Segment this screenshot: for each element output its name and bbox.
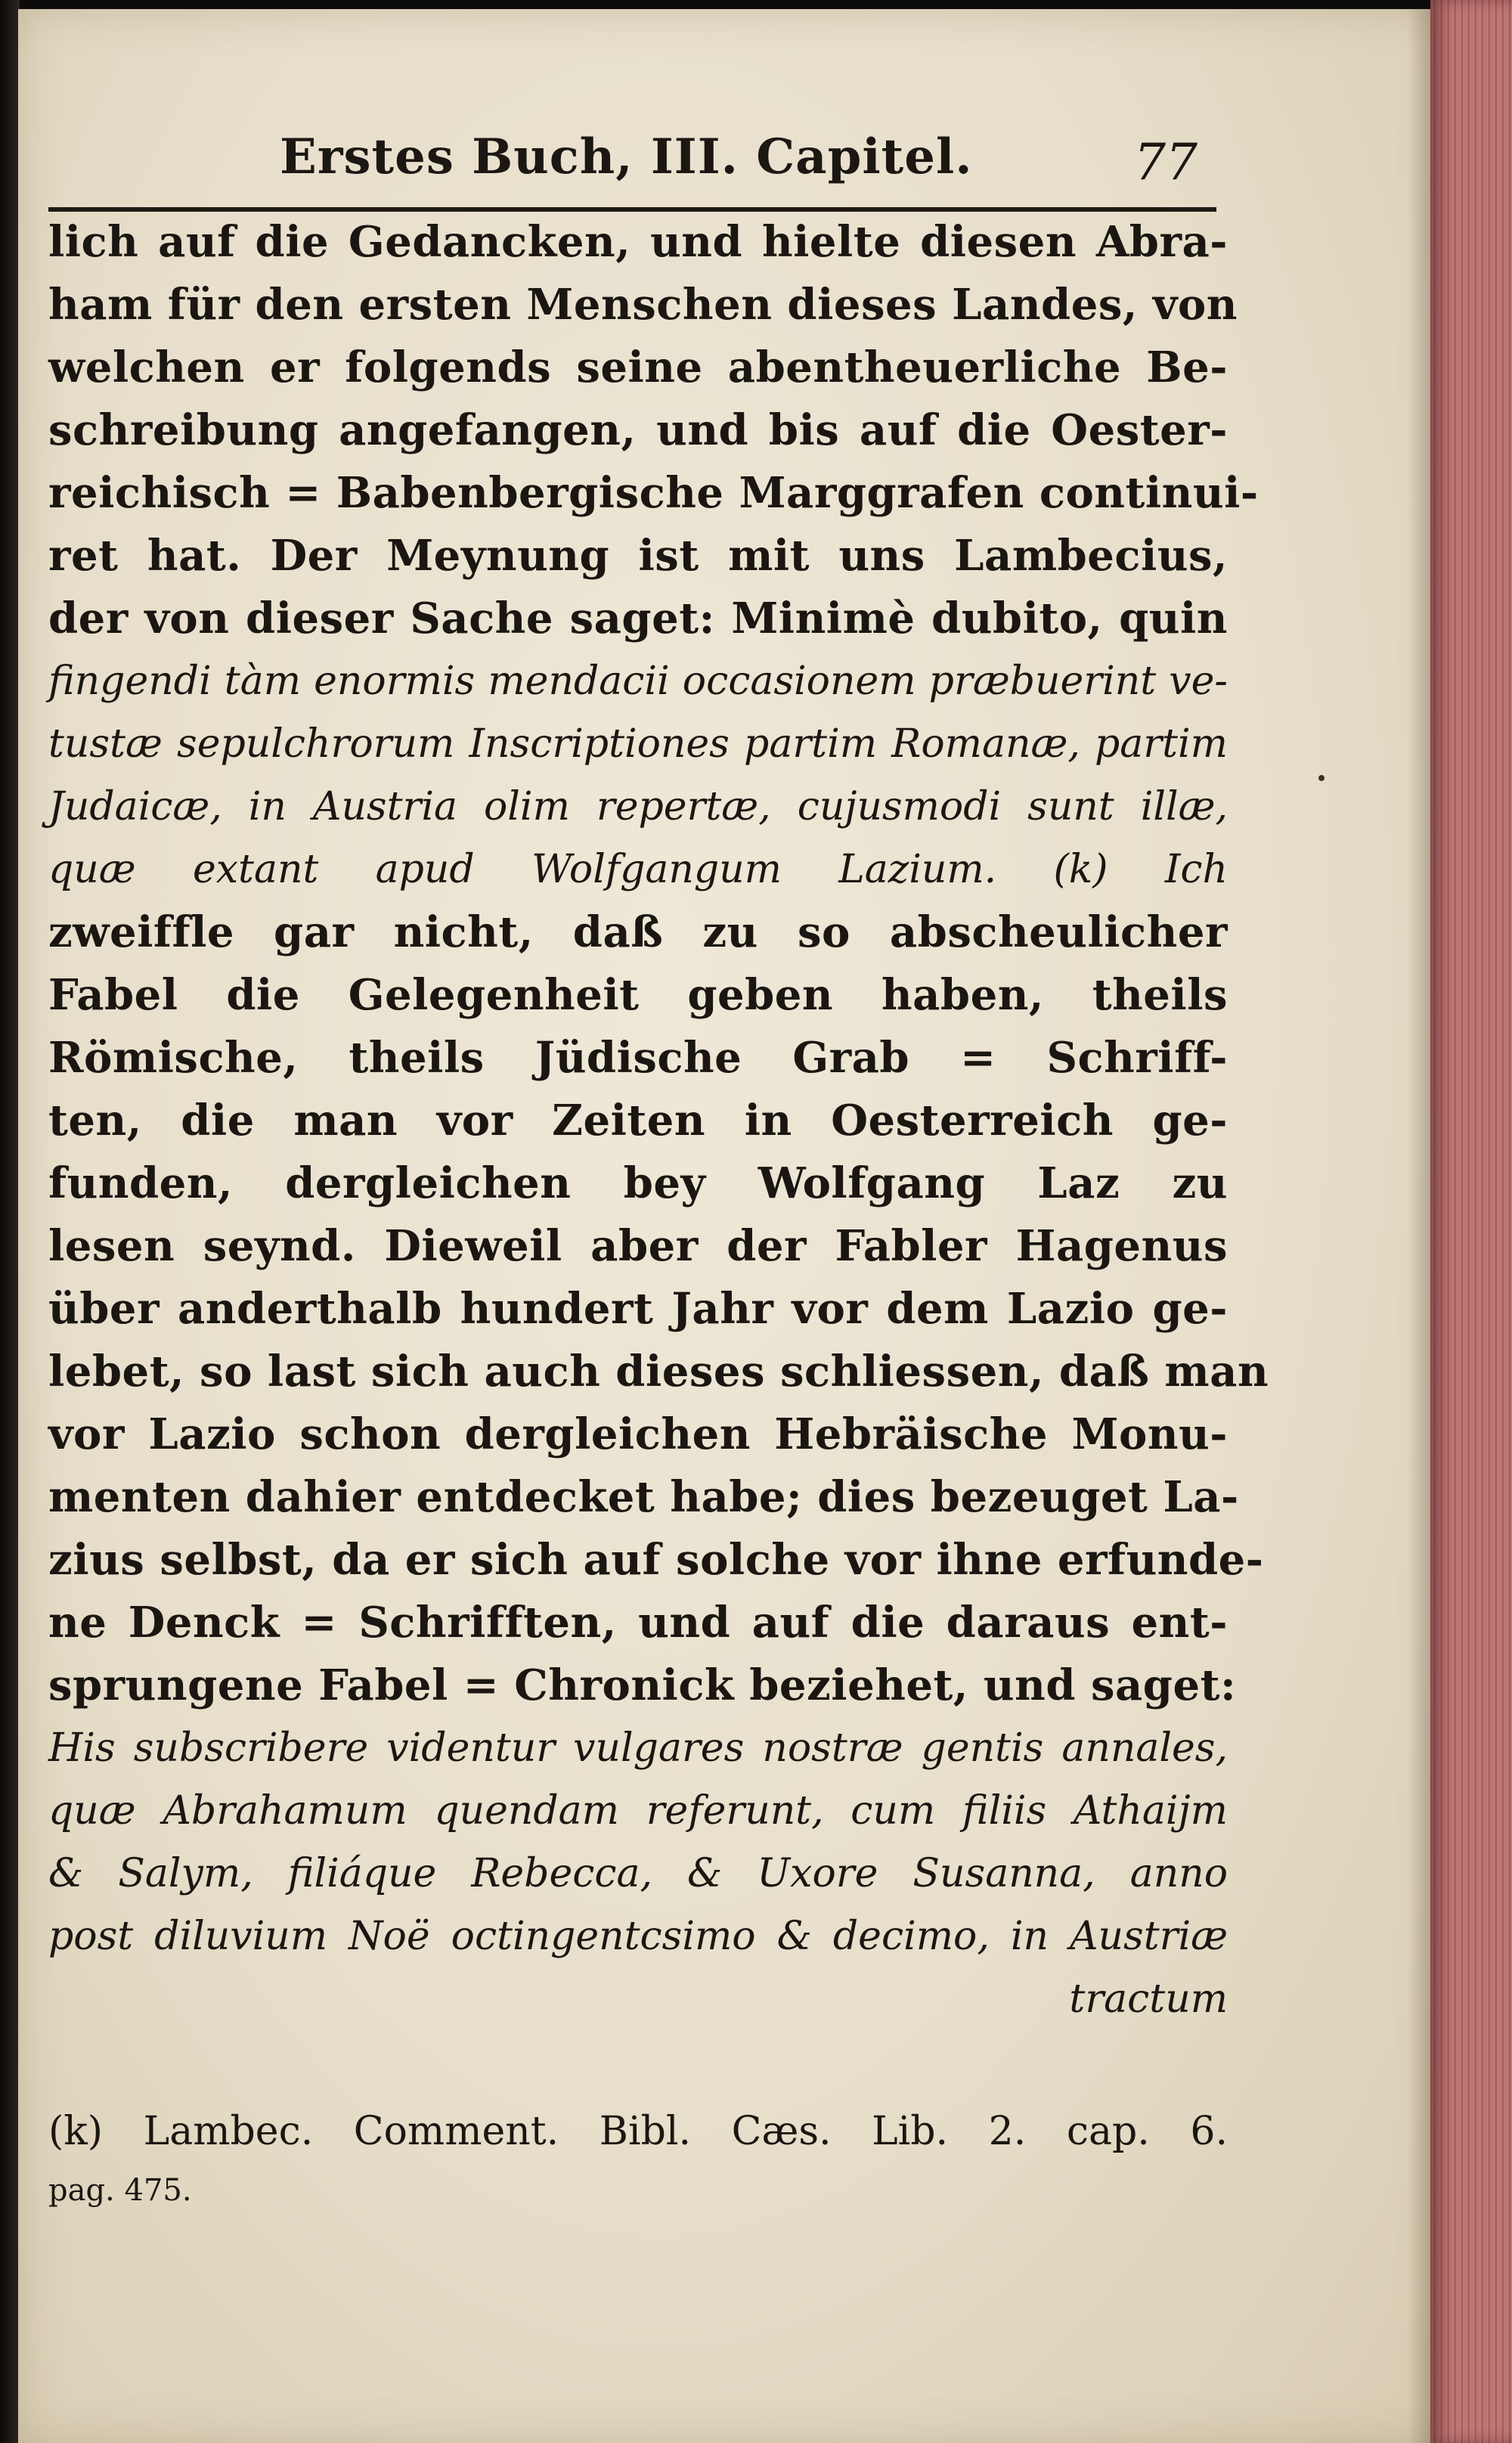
text-line: His subscribere videntur vulgares nostræ gentis annales, (48, 1725, 1228, 1771)
text-line: quæ extant apud Wolfgangum Lazium. (k) Ich (48, 847, 1228, 892)
text-line: sprungene Fabel = Chronick beziehet, und saget: (48, 1660, 1237, 1710)
text-line: Fabel die Gelegenheit geben haben, theils (48, 970, 1228, 1020)
text-line: der von dieser Sache saget: Minimè dubito, quin (48, 594, 1228, 643)
text-line: vor Lazio schon dergleichen Hebräische Monu- (48, 1409, 1228, 1459)
page-header (257, 113, 1202, 204)
text-line: Römische, theils Jüdische Grab = Schriff- (48, 1033, 1228, 1083)
running-head: Erstes Buch, III. Capitel. (280, 129, 973, 185)
text-line: zius selbst, da er sich auf solche vor ihne erfunde- (48, 1535, 1264, 1585)
scan-left-border (0, 0, 20, 2443)
text-line: menten dahier entdecket habe; dies bezeuget La- (48, 1472, 1239, 1522)
text-line: lebet, so last sich auch dieses schliessen, daß man (48, 1347, 1269, 1397)
text-line: quæ Abrahamum quendam referunt, cum filiis Athaijm (48, 1788, 1228, 1834)
text-line: fingendi tàm enormis mendacii occasionem præbuerint ve- (48, 659, 1228, 704)
text-line: reichisch = Babenbergische Marggrafen continui- (48, 468, 1259, 518)
text-line: lich auf die Gedancken, und hielte diesen Abra- (48, 217, 1228, 267)
text-line: tustæ sepulchrorum Inscriptiones partim Romanæ, partim (48, 721, 1228, 767)
text-line: Judaicæ, in Austria olim repertæ, cujusmodi sunt illæ, (48, 784, 1228, 829)
text-line: lesen seynd. Dieweil aber der Fabler Hagenus (48, 1221, 1228, 1271)
text-line: post diluvium Noë octingentcsimo & decimo, in Austriæ (48, 1914, 1228, 1959)
text-line: welchen er folgends seine abentheuerliche Be- (48, 343, 1228, 392)
text-line: ten, die man vor Zeiten in Oesterreich ge- (48, 1096, 1228, 1146)
text-line: & Salym, filiáque Rebecca, & Uxore Susanna, anno (48, 1851, 1228, 1896)
text-line: über anderthalb hundert Jahr vor dem Lazio ge- (48, 1284, 1228, 1334)
paper-sheet (18, 9, 1444, 2443)
page-number: 77 (1134, 133, 1198, 191)
text-line: ham für den ersten Menschen dieses Landes, von (48, 280, 1238, 330)
ink-speck (1318, 775, 1325, 781)
text-line: schreibung angefangen, und bis auf die Oester- (48, 405, 1228, 455)
book-fore-edge (1430, 0, 1512, 2443)
footnote-line: (k) Lambec. Comment. Bibl. Cæs. Lib. 2. cap. 6. (48, 2109, 1228, 2154)
catchword: tractum (1069, 1976, 1228, 2022)
footnote-line: pag. 475. (48, 2173, 192, 2208)
text-line: funden, dergleichen bey Wolfgang Laz zu (48, 1158, 1228, 1208)
text-line: ne Denck = Schrifften, und auf die daraus ent- (48, 1598, 1228, 1648)
text-line: zweiffle gar nicht, daß zu so abscheulicher (48, 907, 1228, 957)
text-line: ret hat. Der Meynung ist mit uns Lambecius, (48, 531, 1228, 581)
